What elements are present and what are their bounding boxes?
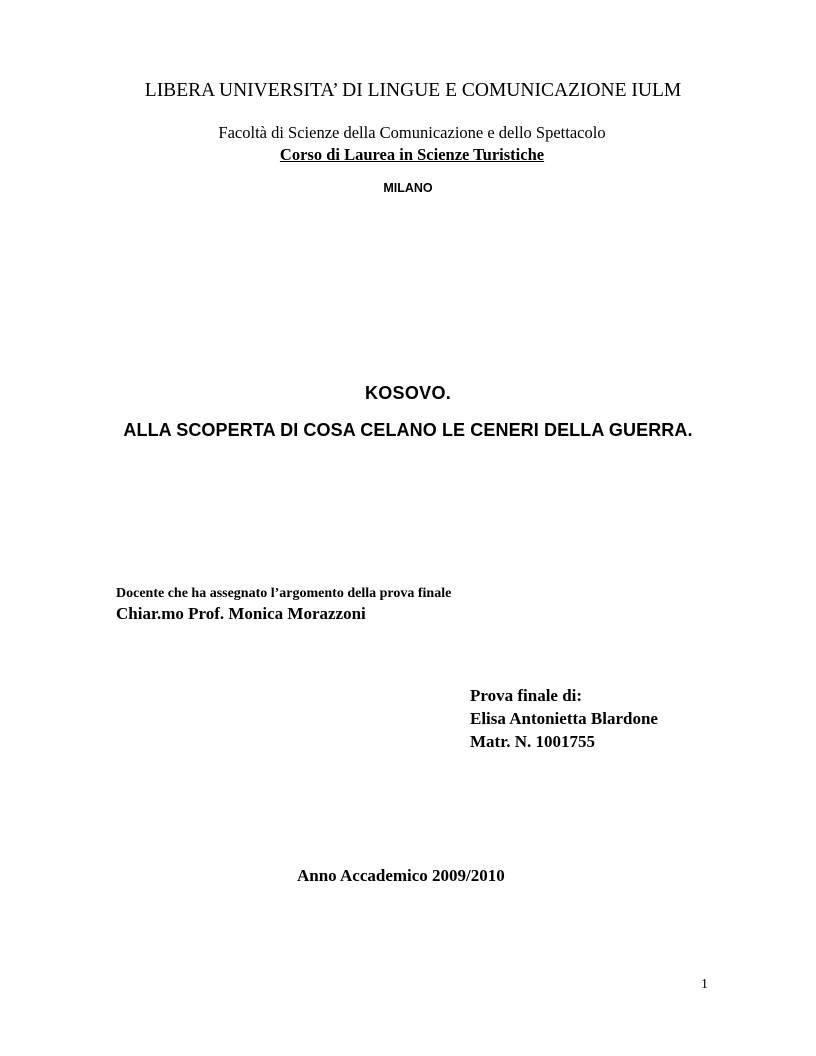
city-name: MILANO <box>383 181 433 195</box>
university-name: LIBERA UNIVERSITA’ DI LINGUE E COMUNICAZIONE IULM <box>144 80 682 101</box>
author-block <box>470 684 658 753</box>
advisor-label: Docente che ha assegnato l’argomento della prova finale <box>116 586 452 601</box>
author-label: Prova finale di: <box>470 686 583 705</box>
author-matriculation: Matr. N. 1001755 <box>470 732 595 751</box>
course-name: Corso di Laurea in Scienze Turistiche <box>279 145 545 164</box>
advisor-name: Chiar.mo Prof. Monica Morazzoni <box>116 604 366 623</box>
thesis-title-line-1: KOSOVO. <box>364 383 452 403</box>
thesis-title-line-2: ALLA SCOPERTA DI COSA CELANO LE CENERI DELLA GUERRA. <box>123 420 693 440</box>
page-number: 1 <box>701 977 708 992</box>
academic-year: Anno Accademico 2009/2010 <box>297 866 505 885</box>
faculty-name: Facoltà di Scienze della Comunicazione e dello Spettacolo <box>218 123 606 142</box>
author-name: Elisa Antonietta Blardone <box>470 709 658 728</box>
